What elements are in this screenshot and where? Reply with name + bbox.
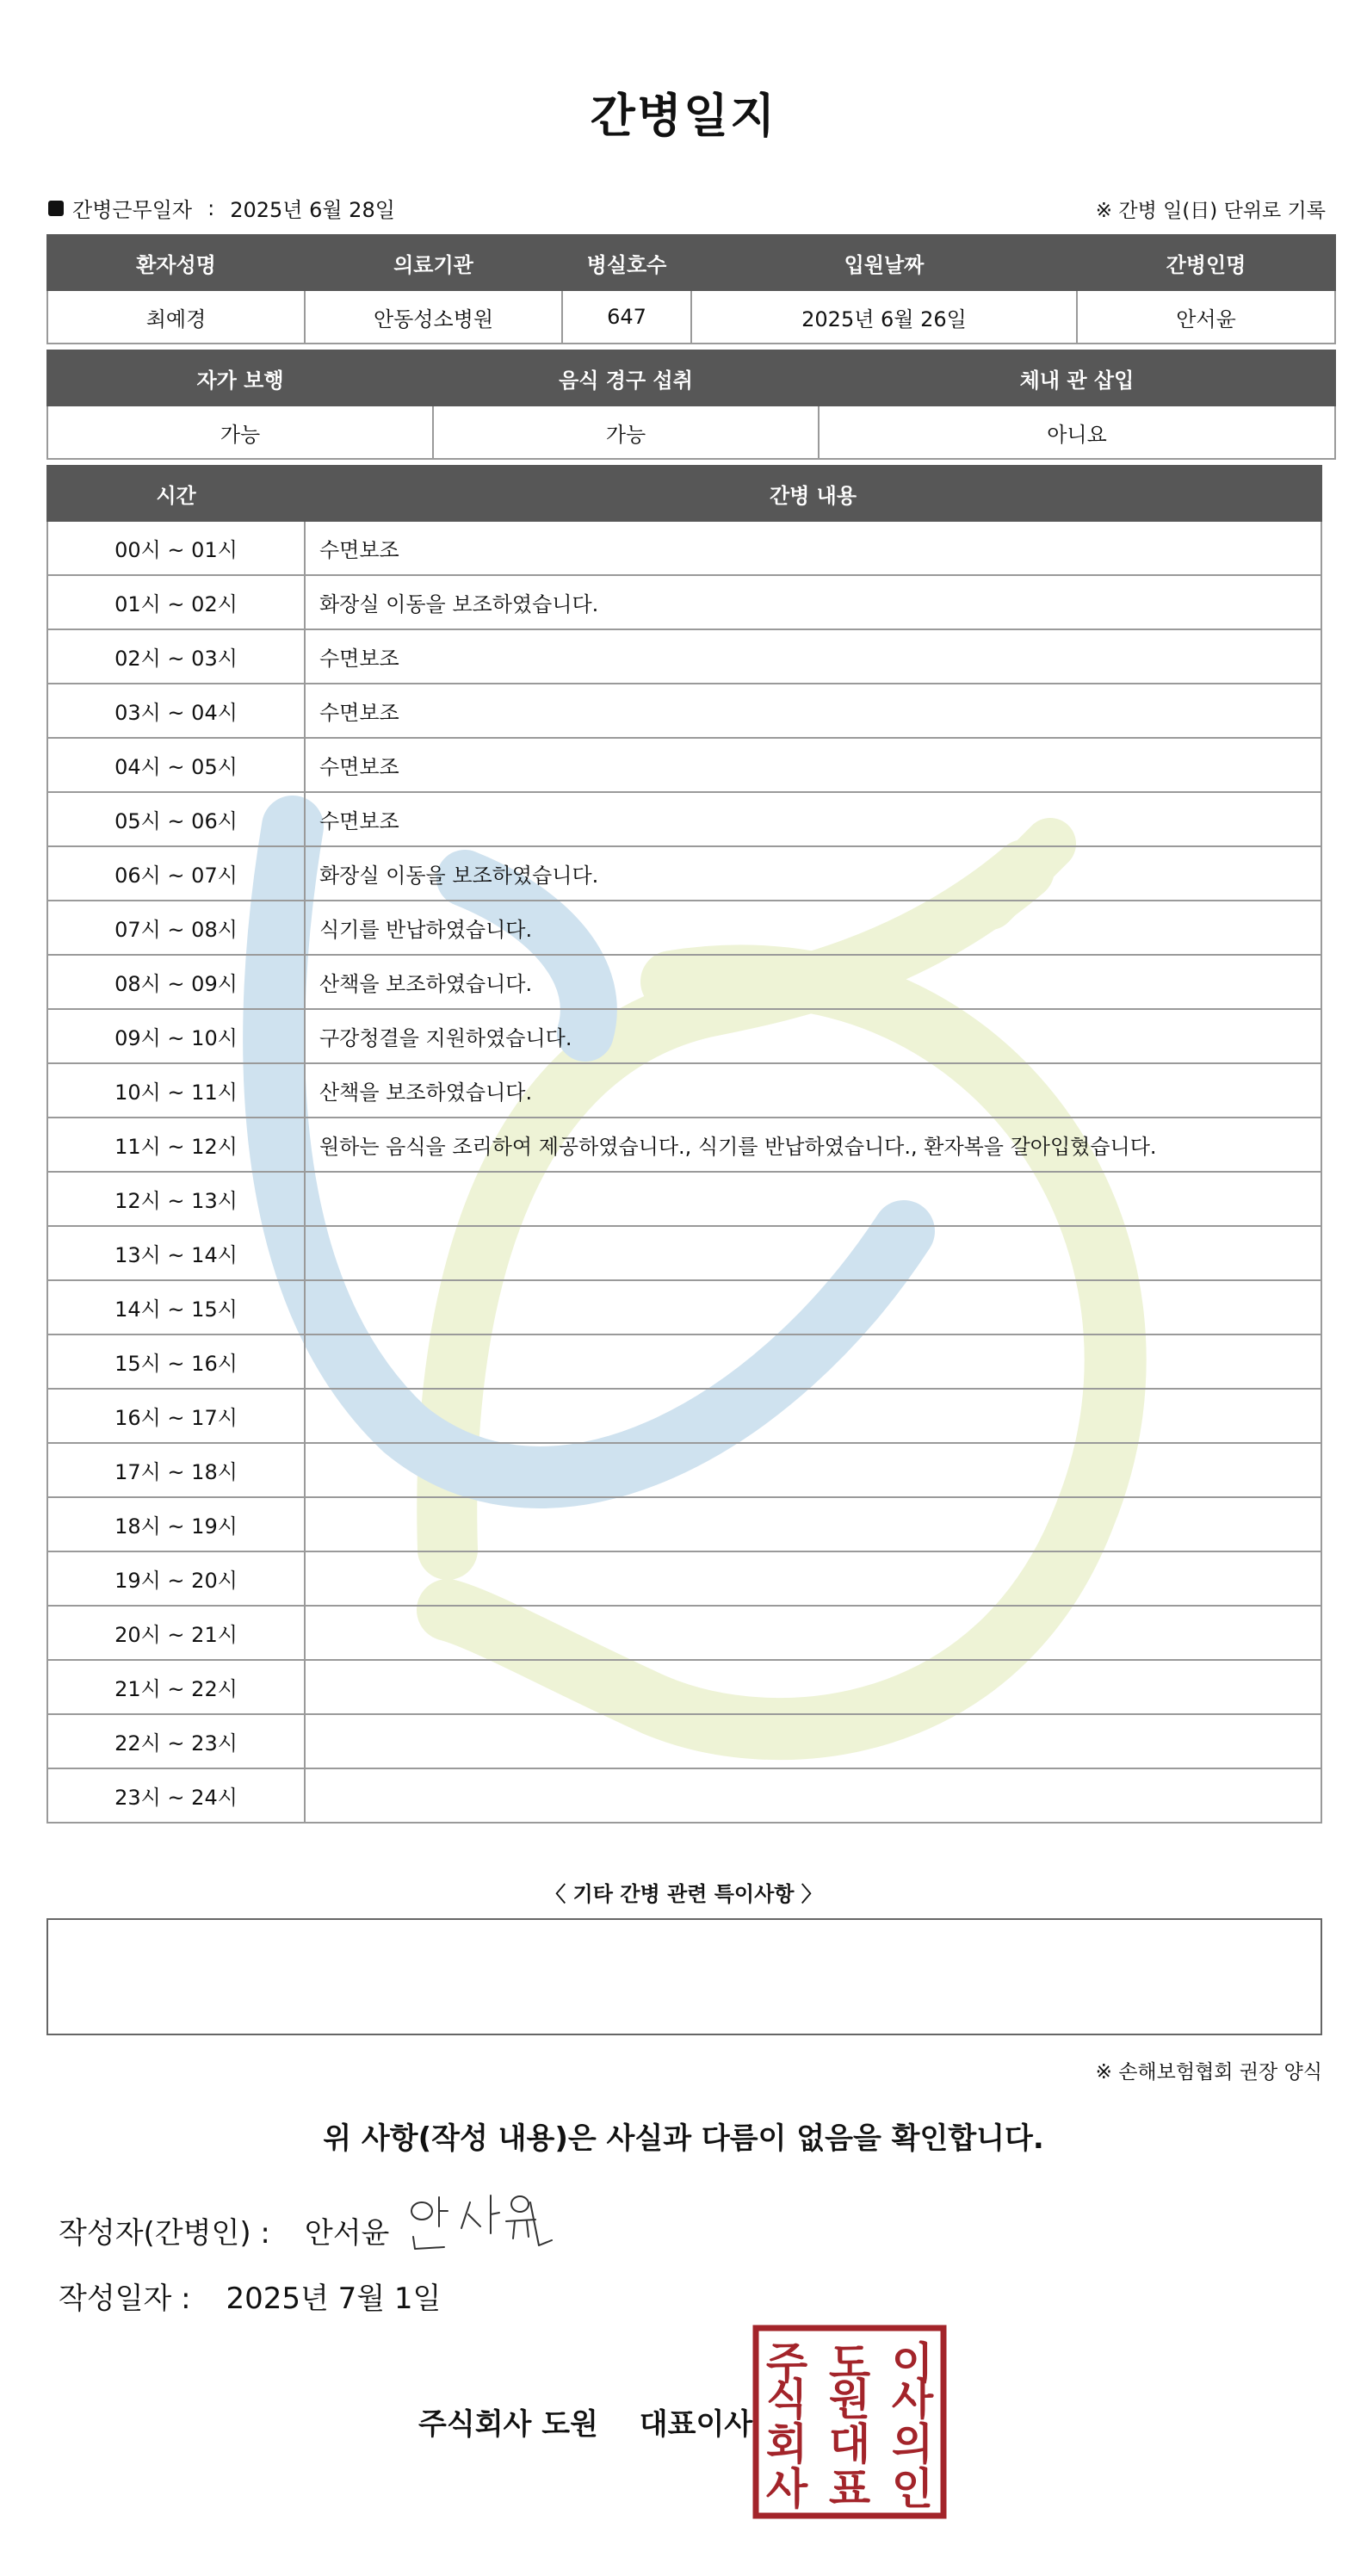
room-number: 647 [562,290,691,344]
care-log-row [47,575,1321,629]
seal-glyph: 사 [765,2464,808,2514]
work-date-separator: : [207,195,215,220]
care-log-time: 02시 ~ 03시 [47,629,305,684]
header-hospital: 의료기관 [305,235,562,290]
care-log-body [47,521,1321,1823]
care-log-content: 식기를 반납하였습니다. [305,901,1321,955]
work-date [48,193,395,223]
hospital-name: 안동성소병원 [305,290,562,344]
recommend-note: ※ 손해보험협회 권장 양식 [1095,2061,1322,2084]
self-walking-value: 가능 [47,406,433,459]
care-log-content: 수면보조 [305,521,1321,575]
unit-note: ※ 간병 일(日) 단위로 기록 [1095,200,1326,222]
care-log-content: 수면보조 [305,792,1321,846]
header-admission-date: 입원날짜 [691,235,1077,290]
care-log-time: 14시 ~ 15시 [47,1280,305,1334]
care-log-content: 수면보조 [305,738,1321,792]
care-log-content [305,1714,1321,1768]
care-log-time: 00시 ~ 01시 [47,521,305,575]
care-log-content [305,1389,1321,1443]
header-tube-insertion: 체내 관 삽입 [819,350,1335,406]
care-log-content: 수면보조 [305,629,1321,684]
care-log-header-row [47,466,1321,521]
care-log-content [305,1226,1321,1280]
care-log-time: 17시 ~ 18시 [47,1443,305,1497]
care-log-row [47,1389,1321,1443]
care-log-time: 21시 ~ 22시 [47,1660,305,1714]
care-log-content: 구강청결을 지원하였습니다. [305,1009,1321,1063]
seal-glyph: 원 [828,2375,871,2424]
care-log-row [47,1714,1321,1768]
care-log-content [305,1497,1321,1551]
header-time: 시간 [47,466,305,521]
care-log-time: 07시 ~ 08시 [47,901,305,955]
care-log-row [47,1226,1321,1280]
care-log-time: 03시 ~ 04시 [47,684,305,738]
care-log-content [305,1334,1321,1389]
care-log-row [47,1768,1321,1823]
ability-header-row [47,350,1335,406]
care-log-content [305,1172,1321,1226]
header-caregiver: 간병인명 [1077,235,1335,290]
written-date-label: 작성일자 : [59,2282,191,2316]
care-log-content [305,1660,1321,1714]
written-date-line [59,2275,441,2317]
care-log-row [47,738,1321,792]
tube-insertion-value: 아니요 [819,406,1335,459]
care-log-time: 16시 ~ 17시 [47,1389,305,1443]
patient-info-value-row [47,290,1335,344]
care-log-row [47,901,1321,955]
seal-glyph: 대 [828,2419,871,2469]
care-log-row [47,1280,1321,1334]
company-line [418,2400,752,2443]
care-log-content: 화장실 이동을 보조하였습니다. [305,575,1321,629]
oral-intake-value: 가능 [433,406,819,459]
care-log-content: 원하는 음식을 조리하여 제공하였습니다., 식기를 반납하였습니다., 환자복을 갈아입혔습니다. [305,1118,1321,1172]
ability-value-row [47,406,1335,459]
care-log-row [47,684,1321,738]
seal-glyph: 회 [765,2419,808,2469]
header-oral-intake: 음식 경구 섭취 [433,350,819,406]
seal-glyph: 의 [891,2419,934,2469]
care-log-time: 19시 ~ 20시 [47,1551,305,1606]
care-log-content: 수면보조 [305,684,1321,738]
seal-glyph: 도 [828,2338,871,2388]
seal-glyph: 표 [828,2464,871,2514]
care-log-time: 08시 ~ 09시 [47,955,305,1009]
page-title: 간병일지 [590,89,777,143]
care-log-row [47,1606,1321,1660]
care-log-content: 화장실 이동을 보조하였습니다. [305,846,1321,901]
patient-name: 최예경 [47,290,305,344]
care-log-content: 산책을 보조하였습니다. [305,1063,1321,1118]
care-log-time: 12시 ~ 13시 [47,1172,305,1226]
care-log-content [305,1443,1321,1497]
care-log-time: 18시 ~ 19시 [47,1497,305,1551]
care-log-time: 15시 ~ 16시 [47,1334,305,1389]
company-seal-stamp [752,2325,947,2519]
care-log-row [47,1660,1321,1714]
care-log-time: 05시 ~ 06시 [47,792,305,846]
seal-glyph: 사 [891,2375,934,2424]
care-log-row [47,1443,1321,1497]
writer-line [59,2209,389,2251]
handwritten-signature [401,2185,556,2263]
bullet-square-icon [48,201,64,216]
seal-glyph: 주 [765,2338,808,2388]
patient-ability-table [46,350,1336,460]
care-log-row [47,629,1321,684]
seal-glyph: 이 [891,2338,934,2388]
admission-date: 2025년 6월 26일 [691,290,1077,344]
care-log-row [47,521,1321,575]
care-log-row [47,1551,1321,1606]
care-log-time: 04시 ~ 05시 [47,738,305,792]
care-log-row [47,1334,1321,1389]
care-log-time: 13시 ~ 14시 [47,1226,305,1280]
care-log-time: 22시 ~ 23시 [47,1714,305,1768]
care-log-row [47,1063,1321,1118]
care-log-time: 01시 ~ 02시 [47,575,305,629]
care-log-time: 20시 ~ 21시 [47,1606,305,1660]
work-date-label: 간병근무일자 [72,198,193,222]
care-log-time: 10시 ~ 11시 [47,1063,305,1118]
notes-title: 〈 기타 간병 관련 특이사항 〉 [545,1882,822,1906]
care-log-row [47,792,1321,846]
care-log-content [305,1768,1321,1823]
care-log-time: 09시 ~ 10시 [47,1009,305,1063]
company-name: 주식회사 도원 [418,2407,598,2442]
care-log-row [47,846,1321,901]
care-log-row [47,1118,1321,1172]
seal-glyph: 인 [891,2464,934,2514]
care-log-time: 23시 ~ 24시 [47,1768,305,1823]
care-log-content: 산책을 보조하였습니다. [305,955,1321,1009]
care-log-content [305,1606,1321,1660]
patient-info-header-row [47,235,1335,290]
company-title: 대표이사 [639,2407,753,2442]
header-room: 병실호수 [562,235,691,290]
care-log-content [305,1280,1321,1334]
seal-glyph: 식 [765,2375,808,2424]
header-care-content: 간병 내용 [305,466,1321,521]
notes-box [46,1918,1322,2035]
care-log-time: 06시 ~ 07시 [47,846,305,901]
care-log-row [47,1172,1321,1226]
care-log-row [47,1497,1321,1551]
care-log-time: 11시 ~ 12시 [47,1118,305,1172]
written-date-value: 2025년 7월 1일 [226,2282,442,2316]
care-log-row [47,1009,1321,1063]
care-log-row [47,955,1321,1009]
work-date-value: 2025년 6월 28일 [230,198,395,222]
care-log-content [305,1551,1321,1606]
header-self-walking: 자가 보행 [47,350,433,406]
care-log-table [46,465,1322,1824]
confirmation-statement: 위 사항(작성 내용)은 사실과 다름이 없음을 확인합니다. [323,2121,1044,2156]
writer-name: 안서윤 [304,2216,390,2251]
caregiver-name: 안서윤 [1077,290,1335,344]
header-patient-name: 환자성명 [47,235,305,290]
patient-info-table [46,234,1336,344]
writer-label: 작성자(간병인) : [59,2216,270,2251]
